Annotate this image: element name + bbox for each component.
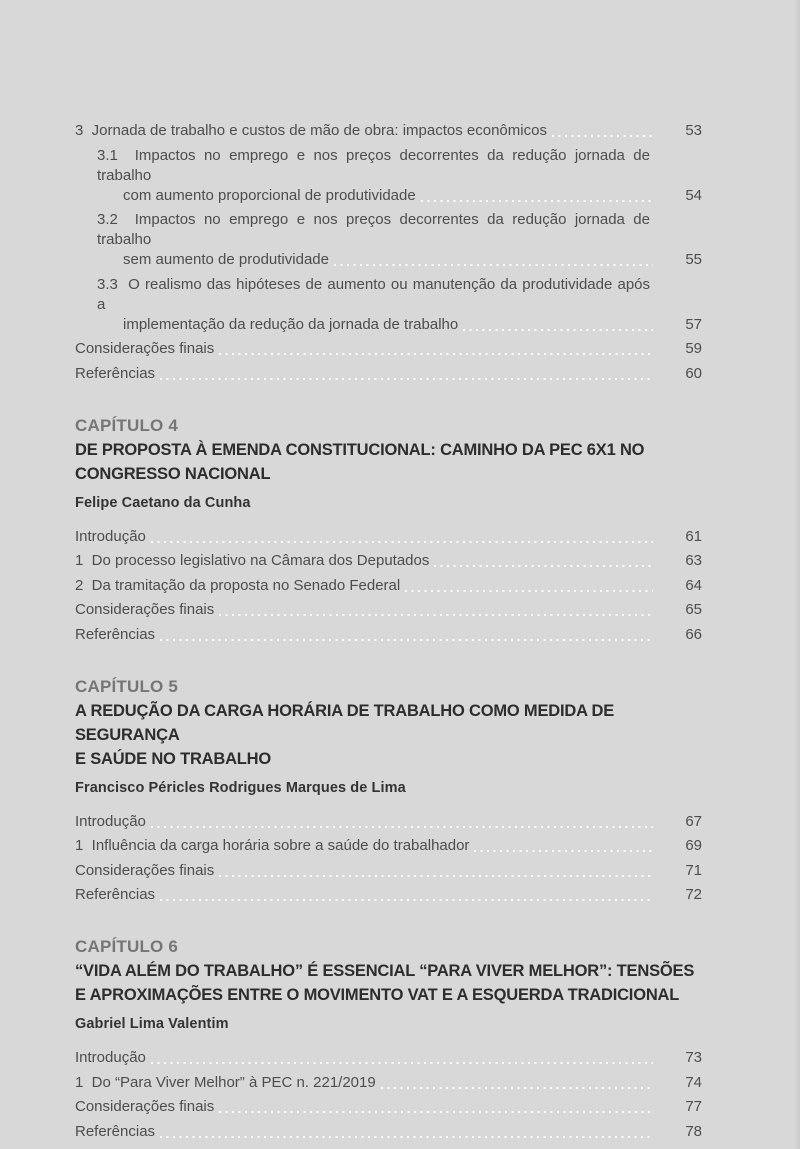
dot-leader (219, 353, 653, 355)
entry-last-line (75, 600, 702, 620)
entry-last-line (75, 861, 702, 881)
page-number: 77 (685, 1098, 702, 1115)
chapter-label: CAPÍTULO 4 (75, 415, 179, 435)
chapter-header (75, 936, 702, 1034)
chapter-title (75, 438, 702, 486)
dot-leader (151, 541, 653, 543)
entry-last-line (75, 836, 702, 856)
entry-text: implementação da redução da jornada de trabalho (123, 315, 459, 333)
page-number: 60 (685, 364, 702, 382)
toc-entry (75, 364, 702, 384)
dot-leader (151, 1062, 653, 1064)
entry-last-line (75, 1122, 702, 1142)
chapter-title (75, 959, 702, 1007)
entry-text-line: 3.1 Impactos no emprego e nos preços decorrentes da redução jornada de trabalho (97, 146, 655, 184)
toc-entry (75, 527, 702, 547)
dot-leader (160, 378, 653, 380)
page-number: 73 (685, 1049, 702, 1066)
chapter-label: CAPÍTULO 5 (75, 676, 179, 696)
entry-last-line (75, 364, 702, 384)
dot-leader (151, 826, 653, 828)
entry-text: Considerações finais (75, 1098, 215, 1115)
entry-text: Introdução (75, 1049, 146, 1066)
dot-leader (463, 329, 653, 331)
dot-leader (381, 1087, 653, 1089)
toc-entry (75, 1048, 702, 1068)
entry-last-line (75, 1097, 702, 1117)
entry-text: Introdução (75, 527, 146, 545)
entry-last-line (75, 250, 702, 270)
entry-last-line (75, 885, 702, 905)
chapter-title-line: A REDUÇÃO DA CARGA HORÁRIA DE TRABALHO COMO MEDIDA DE SEGURANÇA (75, 701, 615, 744)
toc-entry (75, 625, 702, 645)
toc-entry (75, 861, 702, 881)
entry-text-line: 3.2 Impactos no emprego e nos preços decorrentes da redução jornada de trabalho (97, 211, 655, 248)
entry-last-line (75, 576, 702, 596)
toc-entry (75, 576, 702, 596)
chapter-title-line: DE PROPOSTA À EMENDA CONSTITUCIONAL: CAMINHO DA PEC 6X1 NO (75, 440, 645, 459)
entry-text: Referências (75, 886, 156, 903)
chapter-title-line: E APROXIMAÇÕES ENTRE O MOVIMENTO VAT E A ESQUERDA TRADICIONAL (75, 986, 680, 1004)
toc-entry (75, 1097, 702, 1117)
page-number: 71 (685, 861, 702, 879)
entry-text: com aumento proporcional de produtividade (123, 186, 416, 204)
entry-last-line (75, 121, 702, 141)
chapter-header (75, 415, 702, 513)
page-number: 55 (685, 251, 702, 268)
chapter-label: CAPÍTULO 6 (75, 937, 179, 956)
toc-section (75, 936, 702, 1142)
dot-leader (474, 850, 653, 852)
chapter-header (75, 676, 702, 798)
toc-entry-list (75, 812, 702, 906)
chapter-author: Felipe Caetano da Cunha (75, 494, 251, 511)
toc-entry (75, 885, 702, 905)
toc-entry-list (75, 1048, 702, 1142)
entry-last-line (75, 527, 702, 547)
toc-section (75, 121, 702, 384)
page-number: 72 (685, 886, 702, 903)
dot-leader (219, 875, 653, 877)
page-number: 54 (685, 186, 702, 204)
toc-entry (75, 1122, 702, 1142)
entry-last-line (75, 1073, 702, 1093)
entry-text: Referências (75, 1122, 156, 1140)
toc-entry-list (75, 527, 702, 645)
page-number: 53 (685, 122, 702, 139)
entry-last-line (75, 812, 702, 832)
toc-entry (75, 121, 702, 141)
page-number: 67 (685, 812, 702, 830)
dot-leader (160, 1136, 653, 1138)
page-number: 66 (685, 625, 702, 643)
page-number: 61 (685, 527, 702, 545)
page-number: 65 (685, 601, 702, 618)
toc-entry (75, 551, 702, 571)
entry-last-line (75, 339, 702, 359)
chapter-title-line: “VIDA ALÉM DO TRABALHO” É ESSENCIAL “PARA VIVER MELHOR”: TENSÕES (75, 962, 695, 980)
toc-entry (75, 275, 702, 335)
toc-section (75, 676, 702, 906)
toc-entry (75, 836, 702, 856)
chapter-author: Gabriel Lima Valentim (75, 1016, 229, 1032)
entry-text: sem aumento de produtividade (123, 251, 329, 268)
entry-text: Introdução (75, 812, 146, 830)
toc-entry (75, 146, 702, 206)
entry-last-line (75, 625, 702, 645)
toc-entry (75, 1073, 702, 1093)
dot-leader (405, 590, 653, 592)
entry-text-line: 3.3 O realismo das hipóteses de aumento ou manutenção da produtividade após a (97, 275, 655, 313)
toc-entry (75, 812, 702, 832)
entry-text: Referências (75, 625, 156, 643)
entry-last-line (75, 186, 702, 206)
toc-entry (75, 210, 702, 270)
page-number: 78 (685, 1122, 702, 1140)
entry-text: 1 Influência da carga horária sobre a saúde do trabalhador (75, 837, 470, 854)
page-number: 69 (685, 837, 702, 854)
toc-section (75, 415, 702, 645)
entry-text: Referências (75, 364, 156, 382)
entry-last-line (75, 551, 702, 571)
dot-leader (160, 899, 653, 901)
entry-text: 1 Do processo legislativo na Câmara dos Deputados (75, 552, 430, 569)
page-number: 63 (685, 552, 702, 569)
toc-entry (75, 339, 702, 359)
entry-text: 1 Do “Para Viver Melhor” à PEC n. 221/2019 (75, 1073, 376, 1091)
page-number: 59 (685, 340, 702, 357)
entry-last-line (75, 315, 702, 335)
page-number: 57 (685, 315, 702, 333)
toc-entry-list (75, 121, 702, 384)
entry-text: Considerações finais (75, 340, 215, 357)
entry-text: 2 Da tramitação da proposta no Senado Federal (75, 576, 401, 594)
chapter-title-line: CONGRESSO NACIONAL (75, 464, 271, 483)
dot-leader (219, 1111, 653, 1113)
chapter-title-line: E SAÚDE NO TRABALHO (75, 749, 272, 768)
dot-leader (421, 200, 653, 202)
dot-leader (552, 135, 653, 137)
dot-leader (434, 565, 653, 567)
dot-leader (160, 639, 653, 641)
page-number: 64 (685, 576, 702, 594)
entry-text: 3 Jornada de trabalho e custos de mão de obra: impactos econômicos (75, 122, 547, 139)
chapter-title (75, 699, 702, 771)
chapter-author: Francisco Péricles Rodrigues Marques de Lima (75, 779, 406, 796)
entry-text: Considerações finais (75, 601, 215, 618)
dot-leader (219, 614, 653, 616)
dot-leader (334, 264, 653, 266)
page-number: 74 (685, 1073, 702, 1091)
entry-text: Considerações finais (75, 861, 215, 879)
entry-last-line (75, 1048, 702, 1068)
toc-entry (75, 600, 702, 620)
